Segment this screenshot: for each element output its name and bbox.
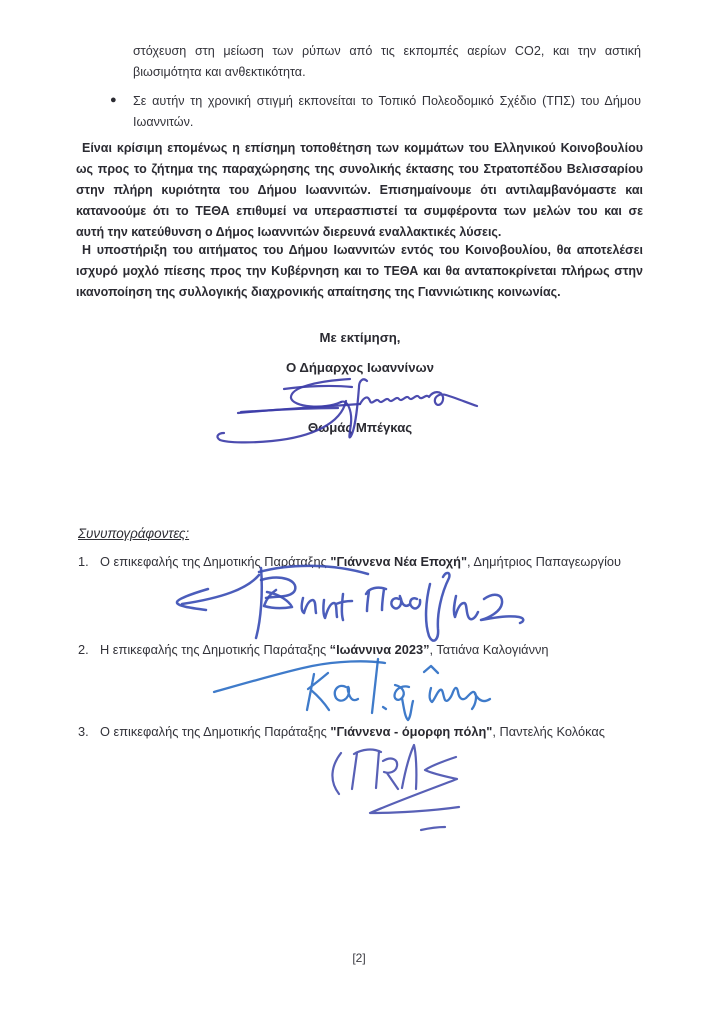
bullet-item [133,91,641,133]
paragraph-line: ικανοποίηση της συλλογικής διαχρονικής απαίτησης της Γιαννιώτικης κοινωνίας. [76,285,561,299]
body-text-line: Ιωαννιτών. [133,115,194,129]
paragraph-line: ισχυρό μοχλό πίεσης προς την Κυβέρνηση και το ΤΕΘΑ και θα ανταποκρίνεται πλήρως στην [76,264,643,278]
paragraph-support-request [76,240,643,303]
mayor-name: Θωμάς Μπέγκας [307,420,413,435]
signature-thomas-begkas [212,370,494,448]
paragraph-line: Η υποστήριξη του αιτήματος του Δήμου Ιωαννιτών εντός του Κοινοβουλίου, θα αποτελέσει [82,243,643,257]
bullet-continuation [133,41,641,83]
party-name: "Γιάννενα - όμορφη πόλη" [330,724,493,739]
closing-title: Ο Δήμαρχος Ιωαννίνων [285,360,435,375]
cosigner-person: , Παντελής Κολόκας [492,724,605,739]
party-name: “Ιωάννινα 2023” [329,642,430,657]
paragraph-line: ως προς το ζήτημα της παραχώρησης της συνολικής έκτασης του Στρατοπέδου Βελισσαρίου [76,162,643,176]
cosigner-person: , Τατιάνα Καλογιάννη [429,642,549,657]
body-text-line: Σε αυτήν τη χρονική στιγμή εκπονείται το Τοπικό Πολεοδομικό Σχέδιο (ΤΠΣ) του Δήμου [133,94,641,108]
paragraph-line: αυτή την κατεύθυνση ο Δήμος Ιωαννιτών διερευνά εναλλακτικές λύσεις. [76,225,502,239]
signature-dimitrios-papageorgiou [172,558,528,644]
signature-tatiana-kalogianni [208,654,498,724]
signature-pantelis-kolokas [324,740,464,836]
list-number: 1. [78,554,89,569]
body-text-line: στόχευση στη μείωση των ρύπων από τις εκπομπές αερίων CO2, και την αστική [133,44,641,58]
list-number: 2. [78,642,89,657]
paragraph-parliament-position [76,138,643,243]
paragraph-line: Είναι κρίσιμη επομένως η επίσημη τοποθέτηση των κομμάτων του Ελληνικού Κοινοβουλίου [82,141,643,155]
closing-salutation: Με εκτίμηση, [319,330,401,345]
party-name: "Γιάννενα Νέα Εποχή" [330,554,468,569]
cosigner-person: , Δημήτριος Παπαγεωργίου [467,554,622,569]
cosigner-text: Ο επικεφαλής της Δημοτικής Παράταξης [100,554,331,569]
cosigner-text: Ο επικεφαλής της Δημοτικής Παράταξης [100,724,331,739]
list-number: 3. [78,724,89,739]
body-text-line: βιωσιμότητα και ανθεκτικότητα. [133,65,306,79]
paragraph-line: κατανοούμε ότι το ΤΕΘΑ επιθυμεί να υπερασπιστεί τα συμφέροντα των μελών του και σε [76,204,643,218]
bullet-icon: ● [110,94,117,106]
page-number: [2] [352,951,366,965]
cosigners-heading: Συνυπογράφοντες: [78,526,190,541]
paragraph-line: στην πλήρη κυριότητα του Δήμου Ιωαννιτών. Επισημαίνουμε ότι αντιλαμβανόμαστε και [76,183,643,197]
cosigner-text: Η επικεφαλής της Δημοτικής Παράταξης [100,642,330,657]
cosigner-item-3 [78,724,605,739]
